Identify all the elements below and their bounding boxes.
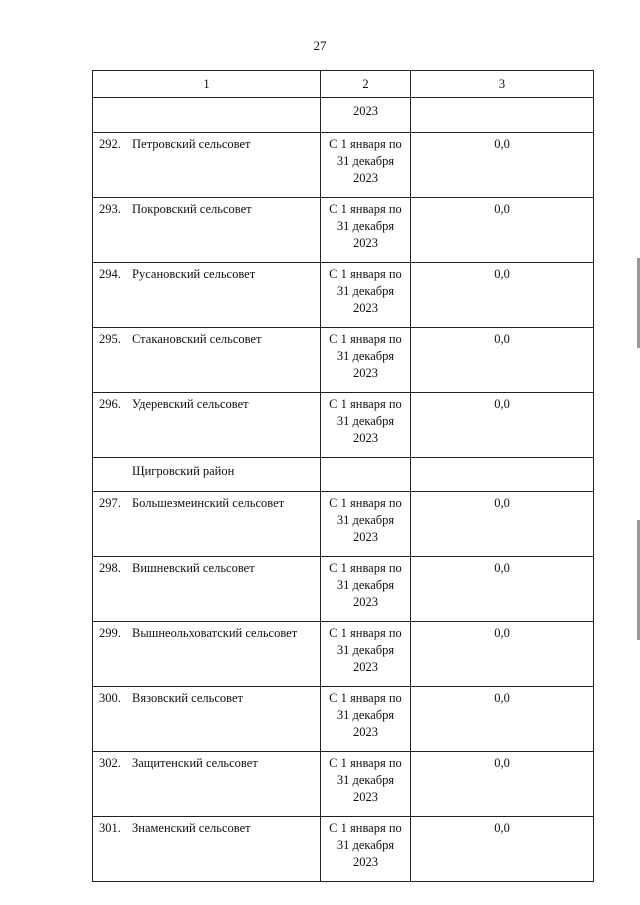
period-line-3: 2023 <box>353 366 378 380</box>
municipality-name: Вишневский сельсовет <box>132 561 255 575</box>
period-line-1: С 1 января по <box>329 756 402 770</box>
period-line-2: 31 декабря <box>336 838 395 852</box>
period-line-2: 31 декабря <box>336 773 395 787</box>
table-row <box>93 687 594 752</box>
period-line-1: С 1 января по <box>329 691 402 705</box>
municipality-cell <box>93 622 321 687</box>
municipality-name: Стакановский сельсовет <box>132 332 262 346</box>
municipality-cell <box>93 198 321 263</box>
table-row <box>93 622 594 687</box>
municipality-cell <box>93 263 321 328</box>
period-cell <box>321 622 411 687</box>
municipality-name: Петровский сельсовет <box>132 137 251 151</box>
period-line-3: 2023 <box>353 595 378 609</box>
period-line-2: 31 декабря <box>336 349 395 363</box>
continuation-cell-3 <box>411 98 594 133</box>
period-cell <box>321 752 411 817</box>
municipality-table <box>92 70 594 882</box>
period-cell <box>321 687 411 752</box>
period-cell <box>321 328 411 393</box>
row-number: 301. <box>99 821 121 835</box>
value-cell: 0,0 <box>411 557 594 622</box>
period-line-1: С 1 января по <box>329 821 402 835</box>
period-cell <box>321 817 411 882</box>
period-line-3: 2023 <box>353 660 378 674</box>
period-line-2: 31 декабря <box>336 414 395 428</box>
municipality-cell <box>93 328 321 393</box>
period-cell <box>321 492 411 557</box>
value-cell: 0,0 <box>411 817 594 882</box>
period-line-2: 31 декабря <box>336 708 395 722</box>
period-line-3: 2023 <box>353 171 378 185</box>
row-number: 295. <box>99 332 121 346</box>
municipality-name: Удеревский сельсовет <box>132 397 249 411</box>
period-line-2: 31 декабря <box>336 219 395 233</box>
period-line-2: 31 декабря <box>336 513 395 527</box>
period-line-2: 31 декабря <box>336 578 395 592</box>
row-number: 292. <box>99 137 121 151</box>
period-line-2: 31 декабря <box>336 284 395 298</box>
period-line-3: 2023 <box>353 725 378 739</box>
municipality-cell <box>93 752 321 817</box>
period-line-1: С 1 января по <box>329 496 402 510</box>
table-row <box>93 263 594 328</box>
period-line-1: С 1 января по <box>329 202 402 216</box>
page-number: 27 <box>313 38 327 53</box>
municipality-name: Вышнеольховатский сельсовет <box>132 626 298 640</box>
row-number: 297. <box>99 496 121 510</box>
row-number: 298. <box>99 561 121 575</box>
value-cell: 0,0 <box>411 393 594 458</box>
row-number: 294. <box>99 267 121 281</box>
period-line-1: С 1 января по <box>329 332 402 346</box>
value-cell: 0,0 <box>411 198 594 263</box>
municipality-name: Вязовский сельсовет <box>132 691 243 705</box>
municipality-cell <box>93 133 321 198</box>
municipality-cell <box>93 817 321 882</box>
column-header-2: 2 <box>321 71 411 98</box>
column-header-1: 1 <box>93 71 321 98</box>
period-line-3: 2023 <box>353 855 378 869</box>
table-row <box>93 198 594 263</box>
period-line-1: С 1 января по <box>329 561 402 575</box>
value-cell: 0,0 <box>411 687 594 752</box>
value-cell: 0,0 <box>411 752 594 817</box>
continuation-row <box>93 98 594 133</box>
municipality-name: Знаменский сельсовет <box>132 821 251 835</box>
municipality-cell <box>93 393 321 458</box>
period-cell <box>321 557 411 622</box>
column-header-3: 3 <box>411 71 594 98</box>
period-line-3: 2023 <box>353 790 378 804</box>
value-cell: 0,0 <box>411 263 594 328</box>
continuation-cell-2: 2023 <box>321 98 411 133</box>
period-line-3: 2023 <box>353 530 378 544</box>
table-row <box>93 393 594 458</box>
period-cell <box>321 133 411 198</box>
table-row <box>93 133 594 198</box>
period-cell <box>321 393 411 458</box>
period-line-3: 2023 <box>353 431 378 445</box>
row-number: 296. <box>99 397 121 411</box>
table-row <box>93 752 594 817</box>
period-cell <box>321 263 411 328</box>
table-row <box>93 492 594 557</box>
table-row <box>93 328 594 393</box>
district-row <box>93 458 594 492</box>
district-cell-2 <box>321 458 411 492</box>
period-line-2: 31 декабря <box>336 643 395 657</box>
municipality-name: Покровский сельсовет <box>132 202 252 216</box>
period-line-1: С 1 января по <box>329 626 402 640</box>
municipality-name: Большезмеинский сельсовет <box>132 496 285 510</box>
value-cell: 0,0 <box>411 328 594 393</box>
continuation-cell-1 <box>93 98 321 133</box>
value-cell: 0,0 <box>411 492 594 557</box>
row-number: 293. <box>99 202 121 216</box>
municipality-name: Русановский сельсовет <box>132 267 256 281</box>
row-number: 299. <box>99 626 121 640</box>
table-row <box>93 557 594 622</box>
municipality-cell <box>93 557 321 622</box>
district-name: Щигровский район <box>93 458 321 492</box>
table-header-row <box>93 71 594 98</box>
period-line-1: С 1 января по <box>329 137 402 151</box>
municipality-cell <box>93 492 321 557</box>
period-line-3: 2023 <box>353 236 378 250</box>
value-cell: 0,0 <box>411 133 594 198</box>
period-line-1: С 1 января по <box>329 267 402 281</box>
municipality-name: Защитенский сельсовет <box>132 756 258 770</box>
period-line-1: С 1 января по <box>329 397 402 411</box>
value-cell: 0,0 <box>411 622 594 687</box>
period-cell <box>321 198 411 263</box>
table-row <box>93 817 594 882</box>
row-number: 302. <box>99 756 121 770</box>
period-line-2: 31 декабря <box>336 154 395 168</box>
district-cell-3 <box>411 458 594 492</box>
period-line-3: 2023 <box>353 301 378 315</box>
municipality-cell <box>93 687 321 752</box>
row-number: 300. <box>99 691 121 705</box>
